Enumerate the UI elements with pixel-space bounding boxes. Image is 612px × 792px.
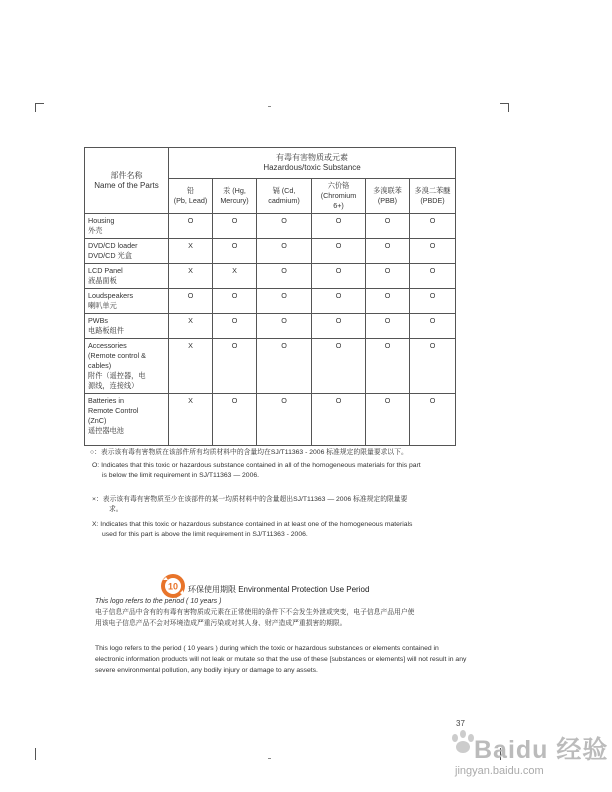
substance-mark-cell: O (366, 339, 410, 394)
logo-number: 10 (167, 581, 179, 592)
hazardous-substance-table (84, 147, 456, 446)
substance-mark-cell: X (169, 264, 213, 289)
logo-description-en: This logo refers to the period ( 10 years ) during which the toxic or hazardous substances or elements contained in electronic information products will not leak or mutate so that the use of these [substances or elements] will not result in any severe environmental pollution, any bodily injury or damage to any assets. (95, 645, 467, 674)
substance-mark-cell: O (410, 289, 456, 314)
substance-mark-cell: O (366, 264, 410, 289)
substance-mark-cell: O (366, 314, 410, 339)
watermark-text: Baidu 经验 (474, 736, 609, 764)
substance-mark-cell: O (213, 339, 257, 394)
crop-mark-top-right (500, 103, 509, 112)
part-name-cell: Housing 外壳 (85, 214, 169, 239)
note-o-en-1: O: Indicates that this toxic or hazardous substance contained in all of the homogeneous materials for this part (92, 461, 421, 469)
substance-mark-cell: O (410, 314, 456, 339)
part-name-cell: LCD Panel 液晶面板 (85, 264, 169, 289)
substance-mark-cell: X (169, 339, 213, 394)
substance-mark-cell: O (213, 289, 257, 314)
substance-mark-cell: O (312, 239, 366, 264)
table-row (85, 214, 456, 239)
table-row (85, 314, 456, 339)
parts-header-en: Name of the Parts (94, 180, 159, 190)
table-row (85, 239, 456, 264)
page-number: 37 (456, 719, 465, 728)
substance-mark-cell: O (312, 289, 366, 314)
table-row (85, 289, 456, 314)
crop-mark-bottom-left (35, 748, 37, 760)
note-x-cn-2: 求。 (109, 506, 123, 513)
substance-column-header: 镉 (Cd, cadmium) (257, 179, 312, 214)
parts-header-cn: 部件名称 (110, 170, 143, 180)
note-x-cn-1: ×：表示该有毒有害物质至少在该部件的某一均质材料中的含量超出SJ/T11363 — 2006 标准规定的限量要 (92, 495, 408, 503)
substance-mark-cell: X (169, 394, 213, 446)
substance-column-header: 汞 (Hg, Mercury) (213, 179, 257, 214)
table-row (85, 394, 456, 446)
substance-group-header (169, 148, 456, 179)
part-name-cell: Loudspeakers 喇叭单元 (85, 289, 169, 314)
table-row (85, 339, 456, 394)
substance-mark-cell: O (257, 394, 312, 446)
substance-column-header: 六价铬(Chromium 6+) (312, 179, 366, 214)
substance-mark-cell: O (410, 214, 456, 239)
logo-desc-cn-2: 用该电子信息产品不会对环境造成严重污染或对其人身、财产造成严重损害的期限。 (95, 620, 347, 627)
substance-mark-cell: O (169, 289, 213, 314)
substance-mark-cell: O (366, 214, 410, 239)
substance-mark-cell: O (213, 394, 257, 446)
substance-group-cn: 有毒有害物质或元素 (276, 153, 349, 162)
substance-mark-cell: O (366, 289, 410, 314)
substance-mark-cell: O (213, 314, 257, 339)
registration-mark-top (268, 106, 271, 107)
substance-mark-cell: O (410, 394, 456, 446)
substance-mark-cell: O (257, 264, 312, 289)
substance-column-header: 多溴联苯 (PBB) (366, 179, 410, 214)
note-o-cn: ○：表示该有毒有害物质在该部件所有均质材料中的含量均在SJ/T11363 - 2006 标准规定的限量要求以下。 (90, 449, 408, 456)
substance-mark-cell: O (312, 339, 366, 394)
part-name-cell: DVD/CD loader DVD/CD 光盒 (85, 239, 169, 264)
table-row (85, 264, 456, 289)
logo-desc-cn-1: 电子信息产品中含有的有毒有害物质或元素在正常使用的条件下不会发生外泄或突变，电子信息产品用户使 (95, 609, 415, 616)
substance-mark-cell: O (213, 239, 257, 264)
substance-group-en: Hazardous/toxic Substance (263, 163, 361, 172)
logo-description-cn (95, 607, 465, 629)
substance-mark-cell: O (257, 214, 312, 239)
substance-mark-cell: O (312, 394, 366, 446)
table-body (85, 214, 456, 446)
substance-column-header: 多溴二苯醚 (PBDE) (410, 179, 456, 214)
watermark-url: jingyan.baidu.com (455, 765, 544, 777)
notes-block (92, 448, 464, 541)
substance-mark-cell: O (410, 239, 456, 264)
substance-mark-cell: O (169, 214, 213, 239)
substance-mark-cell: X (169, 239, 213, 264)
substance-mark-cell: O (410, 339, 456, 394)
substance-mark-cell: O (410, 264, 456, 289)
substance-mark-cell: O (312, 314, 366, 339)
parts-header (85, 148, 169, 214)
registration-mark-bottom (268, 758, 271, 759)
substance-mark-cell: O (257, 239, 312, 264)
note-x-en-2: used for this part is above the limit requirement in SJ/T11363 - 2006. (102, 531, 308, 538)
substance-mark-cell: O (312, 264, 366, 289)
note-x-en-1: X: Indicates that this toxic or hazardous substance contained in at least one of the homogeneous materials (92, 520, 413, 528)
part-name-cell: Batteries in Remote Control (ZnC) 遥控器电池 (85, 394, 169, 446)
substance-mark-cell: X (213, 264, 257, 289)
crop-mark-top-left (35, 103, 44, 112)
substance-mark-cell: O (366, 239, 410, 264)
environmental-period-logo-icon (160, 573, 186, 599)
substance-column-header: 铅 (Pb, Lead) (169, 179, 213, 214)
substance-mark-cell: O (366, 394, 410, 446)
substance-mark-cell: X (169, 314, 213, 339)
substance-mark-cell: O (312, 214, 366, 239)
substance-mark-cell: O (257, 289, 312, 314)
substance-mark-cell: O (257, 314, 312, 339)
substance-mark-cell: O (257, 339, 312, 394)
logo-title: 环保使用期限 Environmental Protection Use Period (188, 585, 370, 594)
substance-mark-cell: O (213, 214, 257, 239)
part-name-cell: PWBs 电路板组件 (85, 314, 169, 339)
note-o-en-2: is below the limit requirement in SJ/T11363 — 2006. (102, 472, 260, 479)
part-name-cell: Accessories (Remote control & cables) 附件（遥控器，电 源线，连接线） (85, 339, 169, 394)
logo-subtitle: This logo refers to the period ( 10 years ) (95, 598, 222, 605)
